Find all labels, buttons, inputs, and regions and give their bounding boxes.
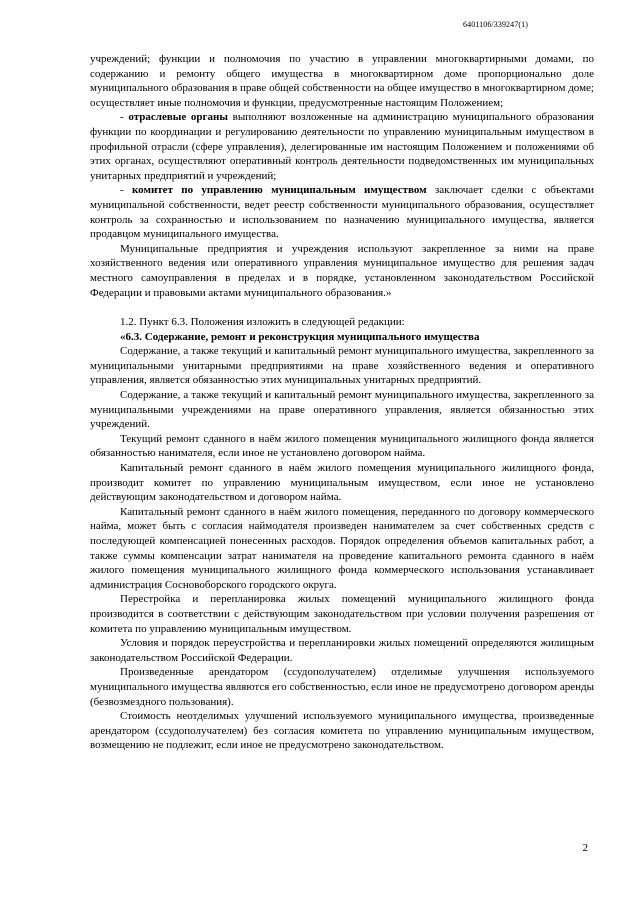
paragraph-sectoral-bodies [90, 110, 594, 183]
term-sectoral-bodies: отраслевые органы [128, 111, 228, 124]
paragraph-property-committee [90, 183, 594, 241]
paragraph-continuation: учреждений; функции и полномочия по участию в управлении многоквартирными домами, по содержанию и ремонту общего имущества в многоквартирном доме пропорционально доле муниципального образования в праве общей собственности на общее имущество в многоквартирном доме; осуществляет иные полномочия и функции, предусмотренные настоящим Положением; [90, 53, 594, 109]
paragraph-municipal-enterprises: Муниципальные предприятия и учреждения используют закрепленное за ними на праве хозяйственного ведения или оперативного управления муниципальное имущество для решения задач местного самоуправления в пределах и в порядке, установленном законодательством Российской Федерации и правовыми актами муниципального образования.» [90, 242, 594, 299]
paragraph-text: выполняют возложенные на администрацию муниципального образования функции по координации и регулированию деятельности по управлению муниципальным имуществом в профильной отрасли (сфере управления), делегированные им настоящим Положением и положениями об этих органах, осуществляют оперативный контроль деятельности подведомственных им муниципальных унитарных предприятий и учреждений; [90, 111, 594, 182]
paragraph: Содержание, а также текущий и капитальный ремонт муниципального имущества, закрепленного за муниципальными унитарными предприятиями на праве хозяйственного ведения и оперативного управления, является обязанностью этих муниципальных унитарных предприятий. [90, 345, 594, 387]
paragraph: Капитальный ремонт сданного в наём жилого помещения муниципального жилищного фонда, производит комитет по управлению муниципальным имуществом, если иное не установлено действующим законодательством и договором найма. [90, 462, 594, 504]
paragraph: Содержание, а также текущий и капитальный ремонт муниципального имущества, закрепленного за муниципальными учреждениями на праве оперативного управления, является обязанностью этих учреждений. [90, 389, 594, 431]
paragraph: Текущий ремонт сданного в наём жилого помещения муниципального жилищного фонда является обязанностью нанимателя, если иное не установлено договором найма. [90, 432, 594, 460]
document-id: 6401106/339247(1) [463, 20, 528, 29]
document-body [90, 52, 594, 753]
list-dash: - [120, 184, 132, 197]
paragraph: Условия и порядок переустройства и перепланировки жилых помещений определяются жилищным законодательством Российской Федерации. [90, 637, 594, 664]
paragraph: Стоимость неотделимых улучшений используемого муниципального имущества, произведенные арендатором (ссудополучателем) без согласия комитета по управлению муниципальным имуществом, возмещению не подлежит, если иное не предусмотрено законодательством. [90, 710, 594, 752]
list-dash: - [120, 111, 129, 124]
term-property-committee: комитет по управлению муниципальным имуществом [131, 184, 427, 197]
page-number: 2 [582, 842, 588, 854]
paragraph-amendment: 1.2. Пункт 6.3. Положения изложить в следующей редакции: [120, 316, 405, 329]
section-heading: «6.3. Содержание, ремонт и реконструкция муниципального имущества [120, 330, 480, 343]
paragraph: Произведенные арендатором (ссудополучателем) отделимые улучшения используемого муниципального имущества являются его собственностью, если иное не предусмотрено договором аренды (безвозмездного пользования). [90, 666, 594, 708]
paragraph: Капитальный ремонт сданного в наём жилого помещения, переданного по договору коммерческого найма, может быть с согласия наймодателя произведен нанимателем за счет собственных средств с последующей компенсацией понесенных расходов. Порядок определения объемов капитальных работ, а также суммы компенсации затрат нанимателя на проведение капитального ремонта сданного в наём жилого помещения муниципального жилищного фонда коммерческого использования устанавливает администрация Сосновоборского городского округа. [90, 505, 594, 591]
paragraph-text: заключает сделки с объектами муниципальной собственности, ведет реестр собственности муниципального образования, осуществляет контроль за сохранностью и использованием по назначению муниципального имущества, является продавцом муниципального имущества. [90, 184, 594, 241]
paragraph: Перестройка и перепланировка жилых помещений муниципального жилищного фонда производится в соответствии с действующим законодательством при условии получения разрешения от комитета по управлению муниципальным имуществом. [90, 593, 594, 635]
